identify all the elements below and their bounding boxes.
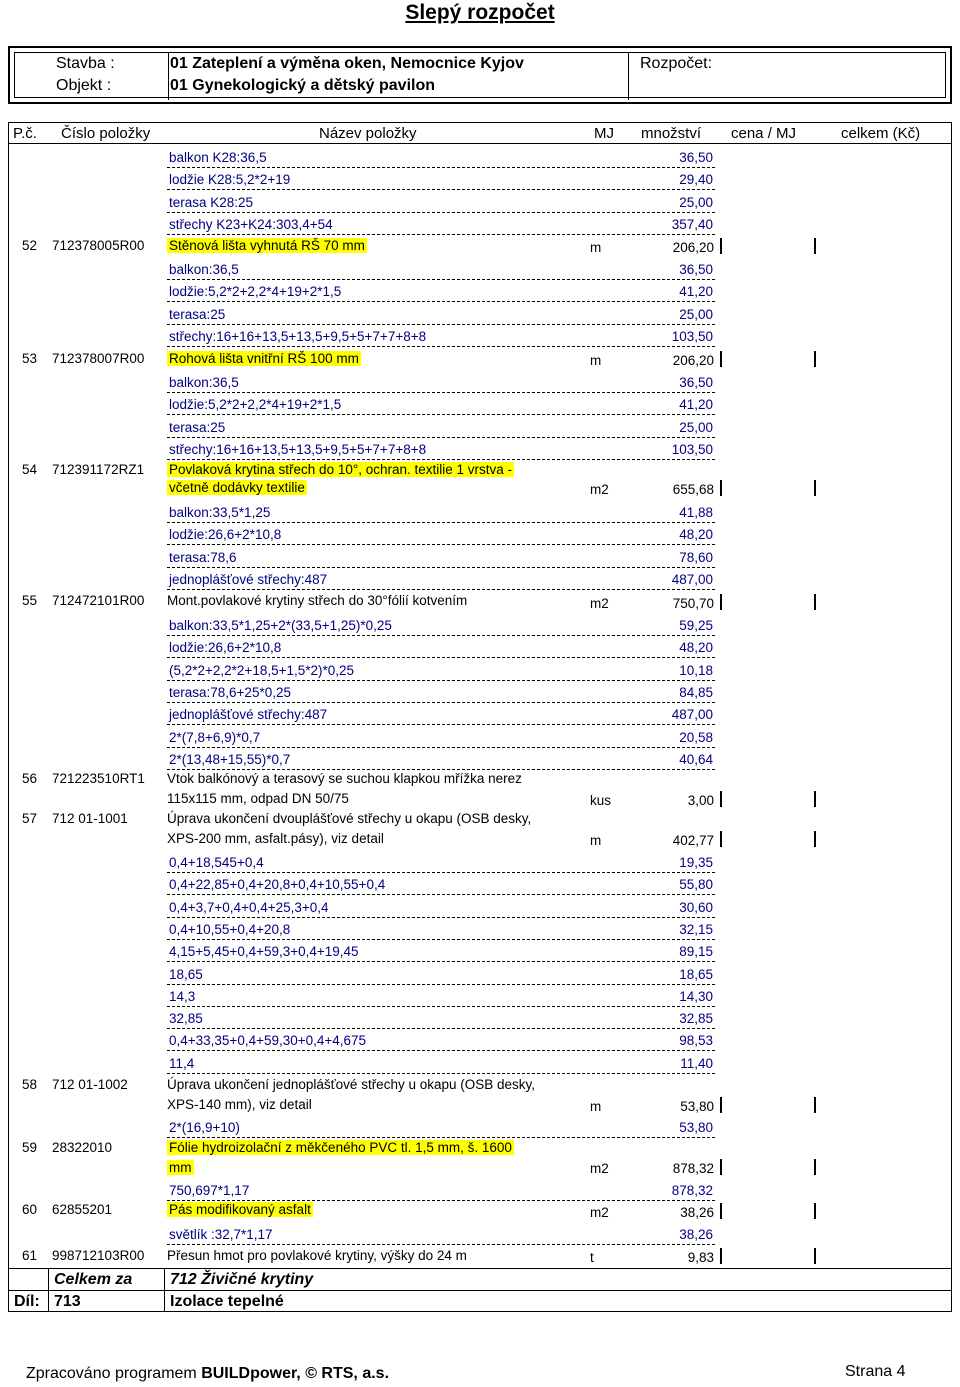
column-header bbox=[8, 122, 952, 144]
item-mj: m2 bbox=[590, 482, 609, 497]
measure-value: 487,00 bbox=[671, 707, 713, 723]
table-border-bottom bbox=[8, 1311, 952, 1312]
measure-row bbox=[167, 375, 715, 393]
objekt-value: 01 Gynekologický a dětský pavilon bbox=[170, 77, 435, 94]
item-mj: kus bbox=[590, 793, 612, 808]
measure-row bbox=[167, 442, 715, 460]
measure-formula: 2*(13,48+15,55)*0,7 bbox=[169, 751, 291, 767]
measure-formula: 14,3 bbox=[169, 988, 196, 1004]
item-qty: 3,00 bbox=[687, 793, 714, 808]
measure-formula: světlík :32,7*1,17 bbox=[169, 1227, 273, 1242]
item-name-line1: Úprava ukončení dvouplášťové střechy u okapu (OSB desky, bbox=[167, 811, 532, 826]
item-number: 56 bbox=[22, 771, 38, 786]
measure-value: 48,20 bbox=[679, 527, 713, 543]
item-name-line2: včetně dodávky textilie bbox=[169, 480, 305, 495]
item-number: 60 bbox=[22, 1202, 38, 1217]
measure-formula: jednoplášťové střechy:487 bbox=[169, 707, 328, 723]
item-code: 998712103R00 bbox=[52, 1248, 145, 1263]
measure-row bbox=[167, 900, 715, 918]
measure-formula: lodžie:5,2*2+2,2*4+19+2*1,5 bbox=[169, 397, 342, 413]
measure-formula: balkon:33,5*1,25 bbox=[169, 505, 271, 520]
measure-row bbox=[167, 663, 715, 681]
measure-value: 89,15 bbox=[679, 944, 713, 960]
measure-formula: balkon:33,5*1,25+2*(33,5+1,25)*0,25 bbox=[169, 618, 392, 633]
measure-value: 14,30 bbox=[679, 988, 713, 1004]
item-mj: t bbox=[590, 1250, 594, 1265]
measure-formula: 18,65 bbox=[169, 966, 203, 982]
measure-formula: lodžie:5,2*2+2,2*4+19+2*1,5 bbox=[169, 284, 342, 300]
item-name-line2: XPS-140 mm), viz detail bbox=[167, 1097, 312, 1112]
measure-value: 25,00 bbox=[679, 419, 713, 435]
item-mj: m bbox=[590, 1099, 602, 1114]
measure-formula: střechy:16+16+13,5+13,5+9,5+5+7+7+8+8 bbox=[169, 441, 427, 457]
celkem-value: 712 Živičné krytiny bbox=[170, 1271, 314, 1288]
cell-marker bbox=[814, 831, 816, 847]
measure-row bbox=[167, 397, 715, 415]
measure-formula: balkon K28:36,5 bbox=[169, 150, 267, 165]
measure-row bbox=[167, 307, 715, 325]
measure-formula: 0,4+3,7+0,4+0,4+25,3+0,4 bbox=[169, 899, 329, 915]
measure-value: 878,32 bbox=[671, 1183, 713, 1198]
col-mj: MJ bbox=[594, 125, 614, 142]
measure-formula: 0,4+10,55+0,4+20,8 bbox=[169, 921, 291, 937]
measure-row bbox=[167, 527, 715, 545]
item-number: 59 bbox=[22, 1140, 38, 1155]
measure-formula: lodžie K28:5,2*2+19 bbox=[169, 172, 291, 188]
measure-value: 29,40 bbox=[679, 172, 713, 188]
item-mj: m bbox=[590, 240, 602, 255]
item-name: Přesun hmot pro povlakové krytiny, výšky do 24 m bbox=[167, 1248, 467, 1263]
header-divider bbox=[628, 52, 629, 100]
item-qty: 655,68 bbox=[672, 482, 714, 497]
rozpocet-label: Rozpočet: bbox=[640, 55, 713, 72]
cell-marker bbox=[720, 480, 722, 496]
item-number: 54 bbox=[22, 462, 38, 477]
cell-marker bbox=[814, 1159, 816, 1175]
measure-formula: lodžie:26,6+2*10,8 bbox=[169, 527, 282, 543]
item-name: Rohová lišta vnitřní RŠ 100 mm bbox=[169, 351, 359, 366]
measure-row bbox=[167, 1011, 715, 1029]
measure-value: 84,85 bbox=[679, 684, 713, 700]
summary-divider bbox=[164, 1268, 165, 1312]
item-code: 62855201 bbox=[52, 1202, 113, 1217]
measure-formula: 0,4+18,545+0,4 bbox=[169, 855, 264, 870]
item-name-line1: Úprava ukončení jednoplášťové střechy u okapu (OSB desky, bbox=[167, 1077, 536, 1092]
cell-marker bbox=[720, 238, 722, 254]
item-name: Pás modifikovaný asfalt bbox=[169, 1202, 311, 1217]
measure-formula: jednoplášťové střechy:487 bbox=[169, 571, 328, 587]
summary-divider bbox=[8, 1290, 952, 1291]
col-cislo: Číslo položky bbox=[61, 125, 151, 142]
item-code: 28322010 bbox=[52, 1140, 113, 1155]
cell-marker bbox=[720, 1248, 722, 1264]
cell-marker bbox=[814, 351, 816, 367]
measure-formula: 0,4+22,85+0,4+20,8+0,4+10,55+0,4 bbox=[169, 877, 386, 893]
item-qty: 750,70 bbox=[672, 596, 714, 611]
col-pc: P.č. bbox=[13, 125, 37, 142]
footer-program: Zpracováno programem BUILDpower, © RTS, a.s. bbox=[26, 1365, 390, 1382]
item-qty: 53,80 bbox=[680, 1099, 714, 1114]
item-name-line1: Fólie hydroizolační z měkčeného PVC tl. 1,5 mm, š. 1600 bbox=[169, 1140, 512, 1155]
measure-row bbox=[167, 195, 715, 213]
measure-value: 357,40 bbox=[671, 216, 713, 232]
item-code: 712472101R00 bbox=[52, 593, 145, 608]
measure-formula: terasa:78,6+25*0,25 bbox=[169, 684, 291, 700]
item-number: 61 bbox=[22, 1248, 38, 1263]
item-number: 58 bbox=[22, 1077, 38, 1092]
measure-value: 38,26 bbox=[679, 1227, 713, 1242]
cell-marker bbox=[814, 480, 816, 496]
cell-marker bbox=[720, 594, 722, 610]
measure-value: 36,50 bbox=[679, 262, 713, 277]
measure-formula: balkon:36,5 bbox=[169, 262, 239, 277]
item-name-line2: 115x115 mm, odpad DN 50/75 bbox=[167, 791, 349, 806]
measure-row bbox=[167, 262, 715, 280]
item-mj: m2 bbox=[590, 1161, 609, 1176]
measure-row bbox=[167, 329, 715, 347]
item-name-line1: Vtok balkónový a terasový se suchou klapkou mřížka nerez bbox=[167, 771, 522, 786]
measure-row bbox=[167, 707, 715, 725]
measure-row bbox=[167, 922, 715, 940]
measure-formula: 2*(7,8+6,9)*0,7 bbox=[169, 729, 261, 745]
measure-value: 40,64 bbox=[679, 751, 713, 767]
cell-marker bbox=[814, 594, 816, 610]
measure-formula: 0,4+33,35+0,4+59,30+0,4+4,675 bbox=[169, 1033, 367, 1049]
measure-row bbox=[167, 1056, 715, 1074]
measure-row bbox=[167, 505, 715, 523]
item-number: 57 bbox=[22, 811, 38, 826]
item-qty: 206,20 bbox=[672, 240, 714, 255]
item-code: 712391172RZ1 bbox=[52, 462, 145, 477]
header-divider bbox=[168, 52, 169, 100]
measure-row bbox=[167, 989, 715, 1007]
measure-value: 53,80 bbox=[679, 1120, 713, 1135]
summary-divider bbox=[48, 1268, 49, 1312]
measure-row bbox=[167, 150, 715, 168]
measure-row bbox=[167, 217, 715, 235]
item-name-line2: XPS-200 mm, asfalt.pásy), viz detail bbox=[167, 831, 384, 846]
measure-formula: balkon:36,5 bbox=[169, 375, 239, 390]
measure-formula: lodžie:26,6+2*10,8 bbox=[169, 640, 282, 656]
measure-formula: střechy:16+16+13,5+13,5+9,5+5+7+7+8+8 bbox=[169, 328, 427, 344]
measure-value: 55,80 bbox=[679, 877, 713, 893]
footer-page: Strana 4 bbox=[845, 1363, 906, 1380]
measure-formula: 4,15+5,45+0,4+59,3+0,4+19,45 bbox=[169, 944, 359, 960]
item-qty: 402,77 bbox=[672, 833, 714, 848]
item-code: 712 01-1001 bbox=[52, 811, 128, 826]
celkem-label: Celkem za bbox=[54, 1271, 133, 1288]
measure-row bbox=[167, 172, 715, 190]
header-box bbox=[8, 46, 952, 104]
item-mj: m2 bbox=[590, 596, 609, 611]
page-title: Slepý rozpočet bbox=[405, 1, 555, 24]
measure-value: 19,35 bbox=[679, 855, 713, 870]
col-celkem: celkem (Kč) bbox=[841, 125, 921, 142]
measure-value: 98,53 bbox=[679, 1033, 713, 1049]
measure-row bbox=[167, 855, 715, 873]
measure-value: 41,20 bbox=[679, 397, 713, 413]
measure-value: 48,20 bbox=[679, 640, 713, 656]
summary-divider bbox=[8, 1268, 952, 1269]
measure-row bbox=[167, 1120, 715, 1138]
measure-formula: terasa:25 bbox=[169, 419, 226, 435]
measure-formula: 2*(16,9+10) bbox=[169, 1120, 240, 1135]
item-number: 52 bbox=[22, 238, 38, 253]
item-name-line1: Povlaková krytina střech do 10°, ochran. textilie 1 vrstva - bbox=[169, 462, 513, 477]
measure-row bbox=[167, 572, 715, 590]
measure-formula: terasa K28:25 bbox=[169, 194, 254, 210]
measure-value: 25,00 bbox=[679, 194, 713, 210]
item-number: 55 bbox=[22, 593, 38, 608]
measure-value: 10,18 bbox=[679, 662, 713, 678]
cell-marker bbox=[720, 791, 722, 807]
measure-value: 32,15 bbox=[679, 921, 713, 937]
item-code: 712378005R00 bbox=[52, 238, 145, 253]
cell-marker bbox=[720, 351, 722, 367]
item-mj: m bbox=[590, 833, 602, 848]
dil-label: Díl: bbox=[14, 1293, 40, 1310]
item-name-line2: mm bbox=[169, 1160, 192, 1175]
stavba-value: 01 Zateplení a výměna oken, Nemocnice Kyjov bbox=[170, 55, 524, 72]
cell-marker bbox=[720, 1159, 722, 1175]
measure-row bbox=[167, 1227, 715, 1245]
measure-formula: (5,2*2+2,2*2+18,5+1,5*2)*0,25 bbox=[169, 662, 355, 678]
cell-marker bbox=[720, 1203, 722, 1219]
measure-row bbox=[167, 420, 715, 438]
item-name: Mont.povlakové krytiny střech do 30°fólií kotvením bbox=[167, 593, 468, 608]
measure-row bbox=[167, 685, 715, 703]
cell-marker bbox=[814, 1097, 816, 1113]
stavba-label: Stavba : bbox=[56, 55, 115, 72]
measure-formula: terasa:78,6 bbox=[169, 549, 237, 565]
measure-value: 11,40 bbox=[680, 1055, 713, 1071]
measure-formula: střechy K23+K24:303,4+54 bbox=[169, 216, 333, 232]
measure-row bbox=[167, 1183, 715, 1201]
measure-formula: 32,85 bbox=[169, 1011, 203, 1027]
item-qty: 206,20 bbox=[672, 353, 714, 368]
item-qty: 38,26 bbox=[680, 1205, 714, 1220]
item-code: 721223510RT1 bbox=[52, 771, 145, 786]
table-border-left bbox=[8, 144, 9, 1312]
item-mj: m bbox=[590, 353, 602, 368]
measure-row bbox=[167, 1033, 715, 1051]
measure-value: 20,58 bbox=[679, 729, 713, 745]
cell-marker bbox=[814, 238, 816, 254]
col-nazev: Název položky bbox=[319, 125, 417, 142]
measure-value: 41,88 bbox=[679, 505, 713, 520]
measure-value: 30,60 bbox=[679, 899, 713, 915]
col-mnozstvi: množství bbox=[641, 125, 702, 142]
measure-row bbox=[167, 752, 715, 770]
item-qty: 9,83 bbox=[687, 1250, 714, 1265]
measure-value: 103,50 bbox=[671, 328, 713, 344]
cell-marker bbox=[720, 831, 722, 847]
dil-number: 713 bbox=[54, 1293, 81, 1310]
measure-value: 18,65 bbox=[679, 966, 713, 982]
measure-value: 78,60 bbox=[679, 549, 713, 565]
item-code: 712 01-1002 bbox=[52, 1077, 128, 1092]
cell-marker bbox=[814, 1248, 816, 1264]
item-mj: m2 bbox=[590, 1205, 609, 1220]
measure-formula: 11,4 bbox=[169, 1055, 195, 1071]
measure-value: 36,50 bbox=[679, 150, 713, 165]
cell-marker bbox=[720, 1097, 722, 1113]
item-code: 712378007R00 bbox=[52, 351, 145, 366]
measure-row bbox=[167, 944, 715, 962]
measure-row bbox=[167, 618, 715, 636]
measure-formula: terasa:25 bbox=[169, 306, 226, 322]
measure-row bbox=[167, 550, 715, 568]
measure-value: 36,50 bbox=[679, 375, 713, 390]
measure-row bbox=[167, 640, 715, 658]
item-name: Stěnová lišta vyhnutá RŠ 70 mm bbox=[169, 238, 365, 253]
col-cena: cena / MJ bbox=[731, 125, 797, 142]
measure-formula: 750,697*1,17 bbox=[169, 1183, 250, 1198]
measure-value: 25,00 bbox=[679, 306, 713, 322]
measure-value: 32,85 bbox=[679, 1011, 713, 1027]
measure-value: 59,25 bbox=[679, 618, 713, 633]
cell-marker bbox=[814, 1203, 816, 1219]
item-number: 53 bbox=[22, 351, 38, 366]
table-border-right bbox=[951, 144, 952, 1312]
measure-row bbox=[167, 730, 715, 748]
measure-row bbox=[167, 967, 715, 985]
item-qty: 878,32 bbox=[672, 1161, 714, 1176]
measure-value: 103,50 bbox=[671, 441, 713, 457]
measure-row bbox=[167, 877, 715, 895]
objekt-label: Objekt : bbox=[56, 77, 112, 94]
measure-value: 487,00 bbox=[671, 571, 713, 587]
measure-value: 41,20 bbox=[679, 284, 713, 300]
measure-row bbox=[167, 284, 715, 302]
cell-marker bbox=[814, 791, 816, 807]
dil-value: Izolace tepelné bbox=[170, 1293, 284, 1310]
